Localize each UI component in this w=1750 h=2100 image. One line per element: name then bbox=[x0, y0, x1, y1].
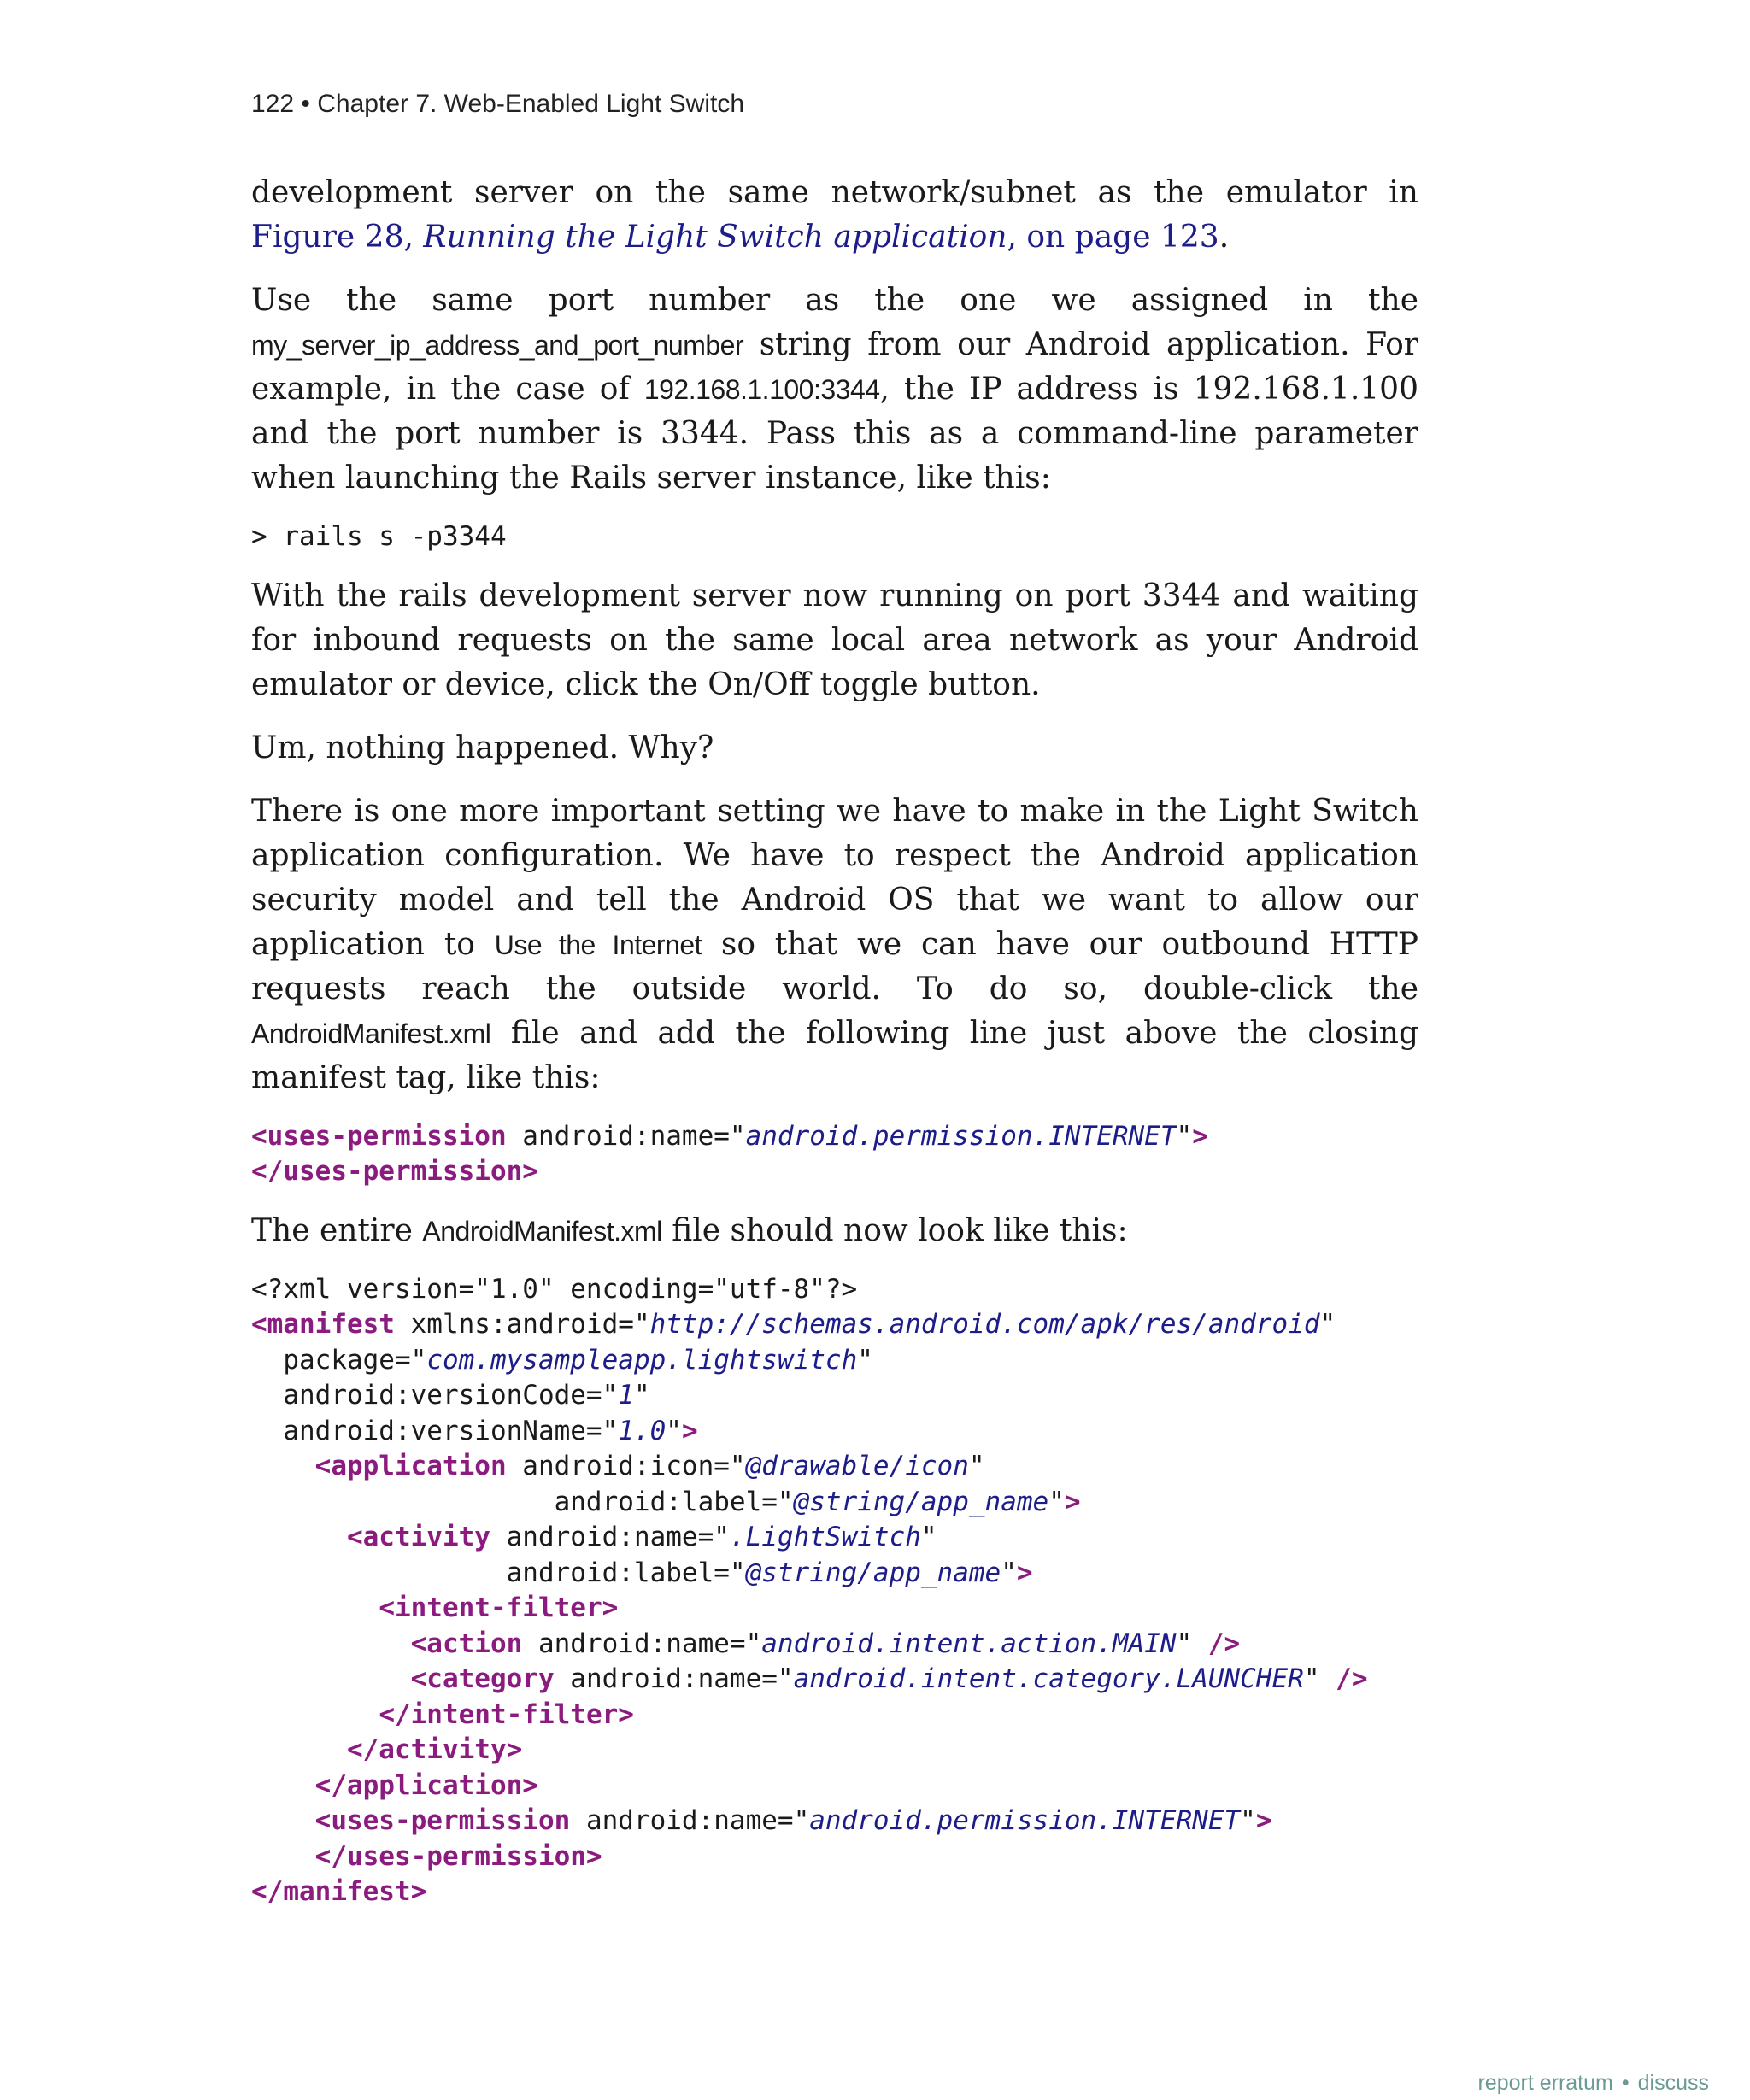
footer-separator: • bbox=[1621, 2071, 1630, 2095]
code-tag: </uses-permission> bbox=[314, 1840, 602, 1872]
code-string: android.intent.action.MAIN bbox=[761, 1628, 1177, 1659]
code-tag: </intent-filter> bbox=[379, 1698, 634, 1730]
text: The entire bbox=[251, 1212, 423, 1248]
code-block-manifest bbox=[251, 1272, 1418, 1910]
text: development server on the same network/subnet as the emulator in bbox=[251, 175, 1418, 210]
code-quote: " bbox=[857, 1344, 873, 1376]
running-head bbox=[251, 90, 744, 119]
code-attr: android:versionCode=" bbox=[251, 1380, 619, 1411]
code-attr: android:icon=" bbox=[506, 1451, 746, 1481]
code-quote: " bbox=[1001, 1557, 1017, 1588]
code-quote: " bbox=[633, 1380, 650, 1411]
code-string: 1 bbox=[618, 1380, 634, 1411]
code-string: @drawable/icon bbox=[745, 1451, 969, 1481]
text: Use the same port number as the one we assigned in the bbox=[251, 283, 1418, 318]
inline-code: 192.168.1.100:3344 bbox=[643, 374, 880, 405]
inline-code: AndroidManifest.xml bbox=[251, 1018, 491, 1049]
code-tag: /> bbox=[1207, 1628, 1241, 1659]
text: , the IP address is 192.168.1.100 and the port number is 3344. Pass this as a command-line parameter when launching the Rails server instance, like this: bbox=[251, 372, 1418, 496]
footer bbox=[1477, 2071, 1709, 2096]
paragraph-server: With the rails development server now running on port 3344 and waiting for inbound requests on the same local area network as your Android emulator or device, click the On/Off toggle button. bbox=[251, 578, 1418, 702]
link-title: Running the Light Switch application bbox=[423, 220, 1007, 255]
code-tag: /> bbox=[1336, 1663, 1368, 1694]
code-string: android.permission.INTERNET bbox=[809, 1805, 1241, 1836]
code-decl: <?xml version="1.0" encoding="utf-8"?> bbox=[251, 1273, 858, 1305]
code-tag: > bbox=[1255, 1805, 1272, 1836]
code-attr: android:name=" bbox=[522, 1628, 762, 1659]
code-tag: <manifest bbox=[251, 1309, 395, 1340]
paragraph-port bbox=[251, 279, 1418, 501]
code-attr: android:label=" bbox=[506, 1557, 746, 1588]
code-string: android.permission.INTERNET bbox=[745, 1120, 1177, 1152]
figure-link[interactable] bbox=[251, 220, 1219, 255]
code-quote: " bbox=[920, 1522, 937, 1552]
code-string: com.mysampleapp.lightswitch bbox=[426, 1344, 858, 1376]
code-quote: " bbox=[1176, 1628, 1193, 1659]
code-quote: " bbox=[1240, 1805, 1256, 1836]
page-number: 122 bbox=[251, 90, 295, 118]
code-tag: > bbox=[681, 1415, 698, 1446]
code-string: http://schemas.android.com/apk/res/android bbox=[649, 1309, 1320, 1340]
paragraph-entire bbox=[251, 1209, 1418, 1253]
code-attr: android:name=" bbox=[506, 1120, 746, 1152]
paragraph-nothing: Um, nothing happened. Why? bbox=[251, 730, 714, 766]
inline-code: my_server_ip_address_and_port_number bbox=[251, 330, 744, 361]
code-quote: " bbox=[666, 1415, 682, 1446]
paragraph-figure-ref bbox=[251, 171, 1418, 260]
text: . bbox=[1219, 220, 1230, 255]
code-tag: </application> bbox=[314, 1769, 538, 1801]
text: file and add the following line just above the closing manifest tag, like this: bbox=[251, 1015, 1418, 1095]
text: file should now look like this: bbox=[661, 1212, 1128, 1248]
command-line: > rails s -p3344 bbox=[251, 521, 507, 552]
code-attr: android:label=" bbox=[554, 1486, 794, 1517]
inline-code: AndroidManifest.xml bbox=[422, 1215, 662, 1247]
code-tag: <intent-filter> bbox=[379, 1593, 619, 1623]
code-quote: " bbox=[968, 1451, 985, 1481]
text: There is one more important setting we have to make in the Light Switch application configuration. We have to respect the Android application security model and tell the Android OS that we want to allow our application to bbox=[251, 793, 1418, 962]
code-tag: <category bbox=[410, 1663, 555, 1694]
code-attr: android:name=" bbox=[490, 1522, 730, 1552]
code-tag: <activity bbox=[346, 1522, 490, 1552]
code-tag: <uses-permission bbox=[314, 1805, 571, 1836]
discuss-link[interactable]: discuss bbox=[1637, 2071, 1709, 2095]
code-tag: <application bbox=[314, 1451, 507, 1481]
code-attr: xmlns:android=" bbox=[394, 1309, 650, 1340]
report-erratum-link[interactable]: report erratum bbox=[1477, 2071, 1613, 2095]
code-tag: </activity> bbox=[346, 1734, 523, 1765]
code-tag: <action bbox=[410, 1628, 523, 1659]
code-quote: " bbox=[1319, 1309, 1336, 1340]
code-tag: </manifest> bbox=[251, 1876, 427, 1907]
code-string: .LightSwitch bbox=[729, 1522, 921, 1552]
link-text: Figure 28, bbox=[251, 220, 424, 255]
code-string: 1.0 bbox=[618, 1415, 667, 1446]
code-attr: android:versionName=" bbox=[251, 1415, 619, 1446]
inline-code: Use the Internet bbox=[494, 929, 702, 960]
text: so that we can have our outbound HTTP requests reach the outside world. To do so, double-click the bbox=[251, 926, 1419, 1006]
chapter-title: Chapter 7. Web-Enabled Light Switch bbox=[317, 90, 744, 118]
code-tag: > bbox=[1064, 1486, 1081, 1517]
code-attr: package=" bbox=[251, 1344, 427, 1376]
text: string from our Android application. For example, in the case of bbox=[251, 327, 1418, 407]
code-quote: " bbox=[1176, 1120, 1193, 1152]
code-string: @string/app_name bbox=[745, 1557, 1001, 1588]
code-tag: </uses-permission> bbox=[251, 1156, 538, 1187]
code-string: @string/app_name bbox=[793, 1486, 1049, 1517]
link-page: , on page 123 bbox=[1007, 220, 1219, 255]
code-quote: " bbox=[1048, 1486, 1065, 1517]
paragraph-permission bbox=[251, 789, 1418, 1100]
code-attr: android:name=" bbox=[570, 1805, 810, 1836]
code-tag: > bbox=[1192, 1120, 1208, 1152]
bullet: • bbox=[301, 90, 310, 118]
code-tag: > bbox=[1016, 1557, 1033, 1588]
code-quote: " bbox=[1303, 1663, 1320, 1694]
page-content bbox=[251, 171, 1418, 1929]
code-string: android.intent.category.LAUNCHER bbox=[793, 1663, 1304, 1694]
command-block bbox=[251, 519, 1418, 555]
code-block-permission bbox=[251, 1119, 1418, 1190]
code-tag: <uses-permission bbox=[251, 1120, 507, 1152]
code-attr: android:name=" bbox=[554, 1663, 794, 1694]
